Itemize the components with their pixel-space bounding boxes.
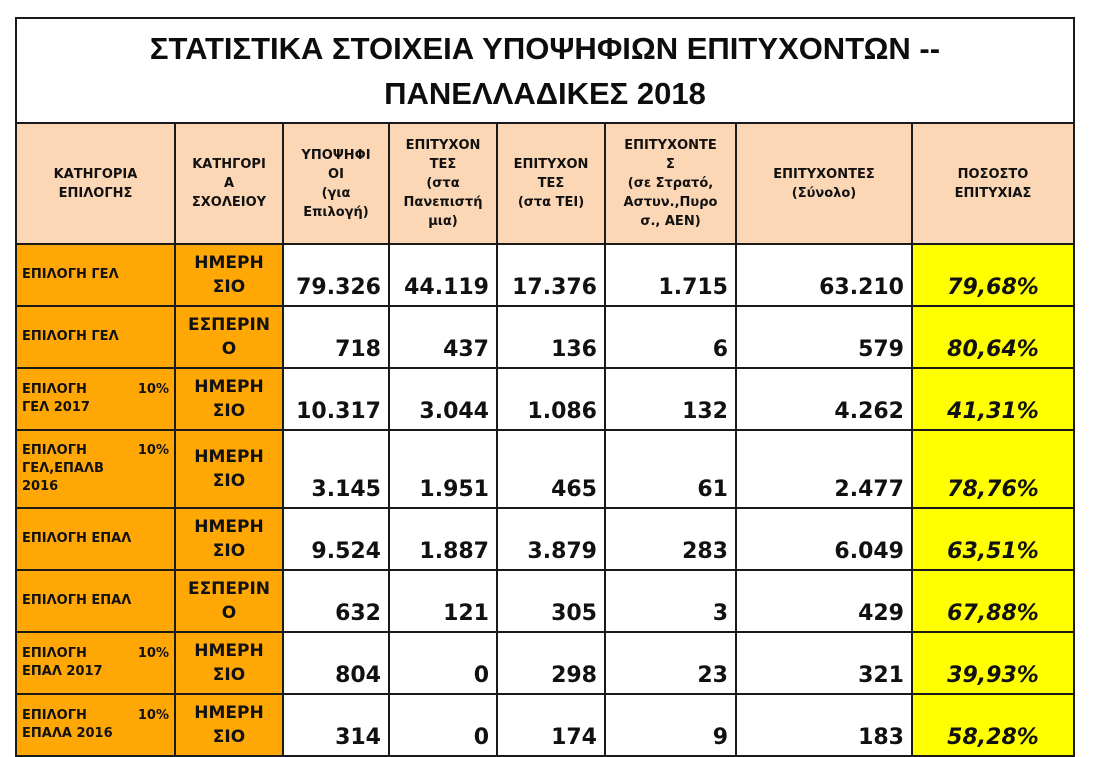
table-row xyxy=(16,570,1074,632)
statistics-table xyxy=(15,17,1075,757)
tei-cell: 3.879 xyxy=(497,508,605,570)
category-cell xyxy=(16,508,175,570)
school-type-cell xyxy=(175,244,283,306)
column-header-row xyxy=(16,123,1074,244)
military-cell: 1.715 xyxy=(605,244,736,306)
cell-line: ΕΠΙΤΥΧΟΝ xyxy=(513,157,589,172)
header-school-type xyxy=(175,123,283,244)
cell-line: ΗΜΕΡΗ xyxy=(194,641,264,661)
cell-line: ΕΠΙΛΟΓΗ 10% xyxy=(22,382,169,397)
cell-line: ΗΜΕΡΗ xyxy=(194,703,264,723)
cell-line: ΕΣΠΕΡΙΝ xyxy=(187,315,271,335)
success-rate-cell: 63,51% xyxy=(912,508,1074,570)
school-type-cell xyxy=(175,570,283,632)
cell-line: ΠΟΣΟΣΤΟ xyxy=(957,166,1029,182)
cell-line: ΕΠΙΛΟΓΗ 10% xyxy=(22,646,169,661)
cell-line: ΤΕΣ xyxy=(429,157,457,172)
header-candidates xyxy=(283,123,389,244)
header-military xyxy=(605,123,736,244)
cell-line: σ., ΑΕΝ) xyxy=(640,214,701,229)
header-tei xyxy=(497,123,605,244)
success-rate-cell: 78,76% xyxy=(912,430,1074,508)
candidates-cell: 10.317 xyxy=(283,368,389,430)
school-type-cell xyxy=(175,368,283,430)
total-cell: 183 xyxy=(736,694,912,756)
cell-line: ΤΕΣ xyxy=(537,176,565,191)
table-row xyxy=(16,694,1074,756)
category-cell xyxy=(16,632,175,694)
category-cell xyxy=(16,430,175,508)
cell-line: ΣΙΟ xyxy=(212,277,246,297)
cell-line: ΣΙΟ xyxy=(212,727,246,747)
table-row xyxy=(16,306,1074,368)
title-line-1: ΣΤΑΤΙΣΤΙΚΑ ΣΤΟΙΧΕΙΑ ΥΠΟΨΗΦΙΩΝ ΕΠΙΤΥΧΟΝΤΩΝ -- xyxy=(149,30,941,66)
table-row xyxy=(16,430,1074,508)
cell-line: Σ xyxy=(666,157,675,172)
header-university xyxy=(389,123,497,244)
military-cell: 283 xyxy=(605,508,736,570)
cell-line: ΚΑΤΗΓΟΡΙ xyxy=(192,157,266,172)
school-type-cell xyxy=(175,632,283,694)
tei-cell: 174 xyxy=(497,694,605,756)
university-cell: 0 xyxy=(389,632,497,694)
school-type-cell xyxy=(175,430,283,508)
cell-line: ΗΜΕΡΗ xyxy=(194,377,264,397)
tei-cell: 17.376 xyxy=(497,244,605,306)
candidates-cell: 804 xyxy=(283,632,389,694)
cell-line: Επιλογή) xyxy=(303,204,369,220)
cell-line: (Σύνολο) xyxy=(791,185,857,201)
candidates-cell: 79.326 xyxy=(283,244,389,306)
cell-line: Ο xyxy=(221,339,237,359)
tei-cell: 465 xyxy=(497,430,605,508)
cell-line: ΕΠΙΛΟΓΗ ΕΠΑΛ xyxy=(22,531,132,546)
cell-line: ΕΣΠΕΡΙΝ xyxy=(187,579,271,599)
cell-line: Πανεπιστή xyxy=(403,195,483,210)
university-cell: 121 xyxy=(389,570,497,632)
cell-line: (στα xyxy=(426,176,460,191)
header-category xyxy=(16,123,175,244)
university-cell: 3.044 xyxy=(389,368,497,430)
candidates-cell: 718 xyxy=(283,306,389,368)
category-cell xyxy=(16,244,175,306)
military-cell: 9 xyxy=(605,694,736,756)
candidates-cell: 9.524 xyxy=(283,508,389,570)
total-cell: 63.210 xyxy=(736,244,912,306)
university-cell: 44.119 xyxy=(389,244,497,306)
cell-line: ΕΠΙΛΟΓΗΣ xyxy=(58,185,133,201)
cell-line: ΓΕΛ,ΕΠΑΛΒ xyxy=(22,461,104,476)
cell-line: Αστυν.,Πυρο xyxy=(623,195,718,210)
school-type-cell xyxy=(175,306,283,368)
cell-line: ΣΙΟ xyxy=(212,541,246,561)
tei-cell: 298 xyxy=(497,632,605,694)
tei-cell: 305 xyxy=(497,570,605,632)
cell-line: ΣΙΟ xyxy=(212,471,246,491)
cell-line: ΗΜΕΡΗ xyxy=(194,253,264,273)
table-row xyxy=(16,368,1074,430)
cell-line: ΗΜΕΡΗ xyxy=(194,447,264,467)
cell-line: ΥΠΟΨΗΦΙ xyxy=(301,147,371,163)
cell-line: (στα ΤΕΙ) xyxy=(517,195,585,210)
candidates-cell: 314 xyxy=(283,694,389,756)
table-row xyxy=(16,632,1074,694)
school-type-cell xyxy=(175,508,283,570)
total-cell: 429 xyxy=(736,570,912,632)
total-cell: 579 xyxy=(736,306,912,368)
success-rate-cell: 79,68% xyxy=(912,244,1074,306)
success-rate-cell: 58,28% xyxy=(912,694,1074,756)
cell-line: 2016 xyxy=(22,479,59,494)
cell-line: ΓΕΛ 2017 xyxy=(22,400,90,415)
candidates-cell: 3.145 xyxy=(283,430,389,508)
military-cell: 61 xyxy=(605,430,736,508)
success-rate-cell: 80,64% xyxy=(912,306,1074,368)
total-cell: 2.477 xyxy=(736,430,912,508)
cell-line: ΕΠΙΤΥΧΟΝΤΕΣ xyxy=(773,166,875,182)
cell-line: ΣΙΟ xyxy=(212,665,246,685)
table-row xyxy=(16,508,1074,570)
total-cell: 4.262 xyxy=(736,368,912,430)
title-line-2: ΠΑΝΕΛΛΑΔΙΚΕΣ 2018 xyxy=(384,75,706,111)
university-cell: 437 xyxy=(389,306,497,368)
university-cell: 1.887 xyxy=(389,508,497,570)
total-cell: 321 xyxy=(736,632,912,694)
cell-line: ΗΜΕΡΗ xyxy=(194,517,264,537)
university-cell: 1.951 xyxy=(389,430,497,508)
cell-line: ΕΠΙΤΥΧΟΝΤΕ xyxy=(624,138,717,153)
cell-line: ΕΠΙΤΥΧΙΑΣ xyxy=(954,185,1032,201)
cell-line: ΕΠΙΛΟΓΗ ΓΕΛ xyxy=(22,329,119,344)
category-cell xyxy=(16,306,175,368)
military-cell: 6 xyxy=(605,306,736,368)
cell-line: ΕΠΙΤΥΧΟΝ xyxy=(405,138,481,153)
cell-line: ΕΠΙΛΟΓΗ ΕΠΑΛ xyxy=(22,593,132,608)
cell-line: ΣΙΟ xyxy=(212,401,246,421)
cell-line: ΕΠΙΛΟΓΗ 10% xyxy=(22,443,169,458)
military-cell: 3 xyxy=(605,570,736,632)
category-cell xyxy=(16,694,175,756)
success-rate-cell: 41,31% xyxy=(912,368,1074,430)
header-total xyxy=(736,123,912,244)
cell-line: (σε Στρατό, xyxy=(627,176,714,191)
cell-line: ΚΑΤΗΓΟΡΙΑ xyxy=(53,166,138,182)
table-row xyxy=(16,244,1074,306)
page-title xyxy=(16,18,1074,123)
header-success-rate xyxy=(912,123,1074,244)
success-rate-cell: 39,93% xyxy=(912,632,1074,694)
table-body xyxy=(16,244,1074,756)
school-type-cell xyxy=(175,694,283,756)
tei-cell: 1.086 xyxy=(497,368,605,430)
cell-line: Α xyxy=(223,176,235,191)
cell-line: Ο xyxy=(221,603,237,623)
cell-line: ΕΠΙΛΟΓΗ 10% xyxy=(22,708,169,723)
university-cell: 0 xyxy=(389,694,497,756)
cell-line: ΕΠΑΛ 2017 xyxy=(22,664,103,679)
cell-line: (για xyxy=(321,185,351,201)
tei-cell: 136 xyxy=(497,306,605,368)
cell-line: ΕΠΑΛΑ 2016 xyxy=(22,726,113,741)
total-cell: 6.049 xyxy=(736,508,912,570)
cell-line: ΕΠΙΛΟΓΗ ΓΕΛ xyxy=(22,267,119,282)
cell-line: ΟΙ xyxy=(328,166,344,182)
cell-line: ΣΧΟΛΕΙΟΥ xyxy=(191,195,267,210)
military-cell: 23 xyxy=(605,632,736,694)
category-cell xyxy=(16,570,175,632)
military-cell: 132 xyxy=(605,368,736,430)
success-rate-cell: 67,88% xyxy=(912,570,1074,632)
cell-line: μια) xyxy=(428,214,458,229)
candidates-cell: 632 xyxy=(283,570,389,632)
category-cell xyxy=(16,368,175,430)
